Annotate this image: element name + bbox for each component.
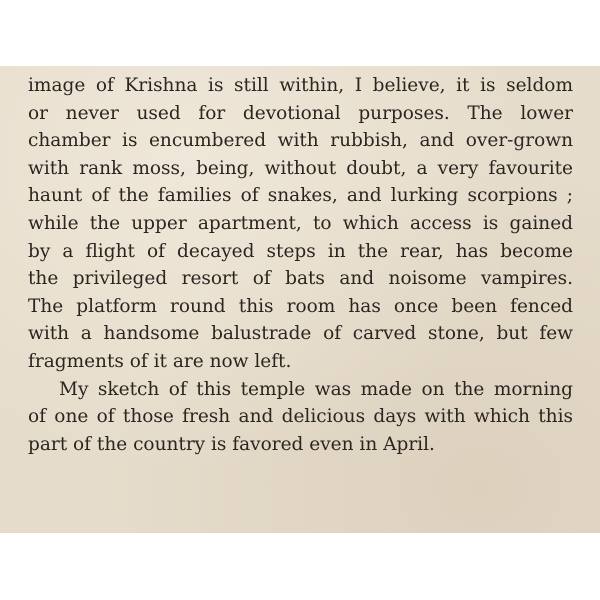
text-line: with rank moss, being, without doubt, a very favourite	[28, 157, 573, 179]
text-line: the privileged resort of bats and noisome vampires.	[28, 268, 573, 290]
text-line: chamber is encumbered with rubbish, and over-grown	[28, 130, 573, 152]
text-line: with a handsome balustrade of carved stone, but few	[28, 323, 573, 345]
text-line: My sketch of this temple was made on the morning	[59, 378, 573, 400]
paragraph-1	[28, 72, 573, 376]
text-line: while the upper apartment, to which access is gained	[28, 212, 573, 234]
text-line: by a flight of decayed steps in the rear, has become	[28, 240, 573, 262]
text-line: image of Krishna is still within, I believe, it is seldom	[28, 75, 573, 96]
paragraph-2	[28, 376, 573, 459]
text-line: of one of those fresh and delicious days with which this	[28, 406, 573, 428]
text-line: or never used for devotional purposes. The lower	[28, 102, 573, 124]
body-text	[28, 72, 573, 458]
text-line: part of the country is favored even in April.	[28, 433, 435, 455]
text-line: fragments of it are now left.	[28, 350, 292, 372]
book-page-scan	[0, 66, 600, 533]
text-line: haunt of the families of snakes, and lurking scorpions ;	[28, 185, 573, 207]
text-line: The platform round this room has once been fenced	[28, 295, 573, 317]
